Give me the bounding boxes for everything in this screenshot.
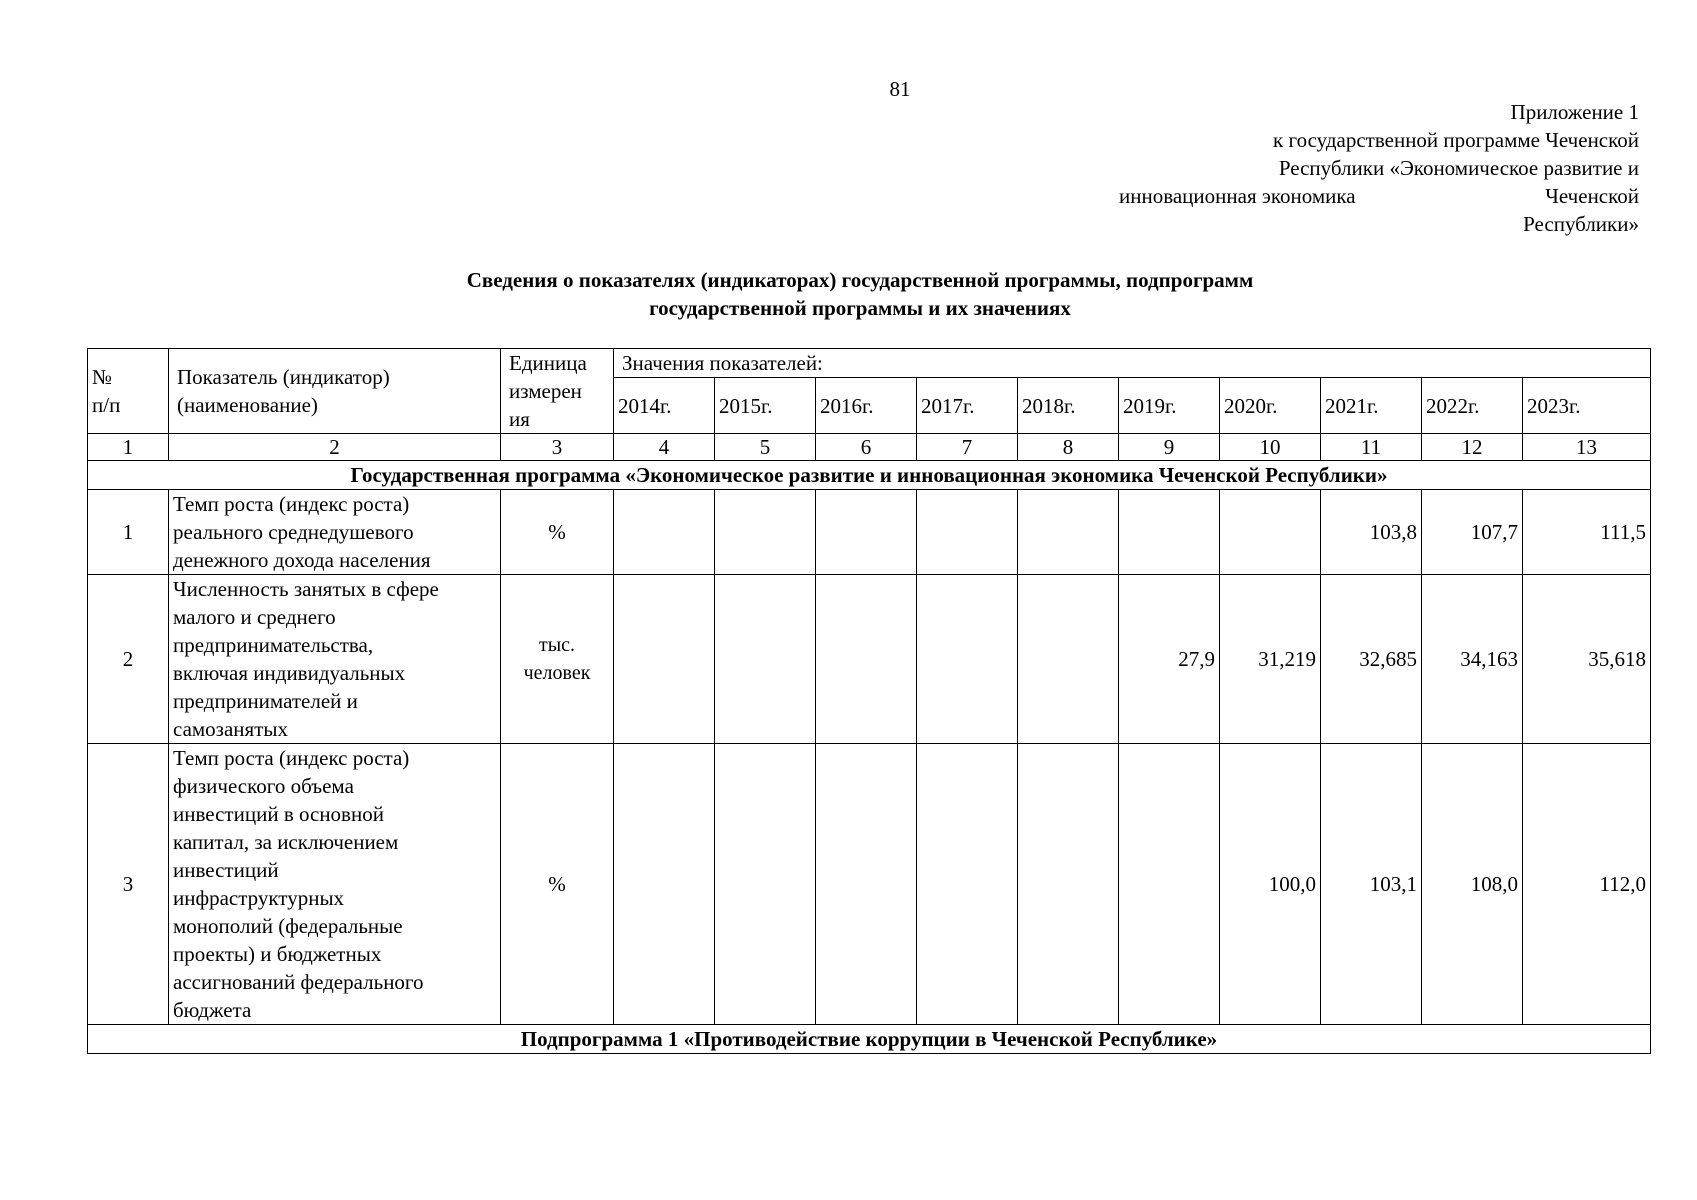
indicator-name-line: малого и среднего bbox=[173, 605, 336, 629]
row-indicator-name bbox=[169, 744, 501, 1025]
header-year-cell: 2019г. bbox=[1119, 378, 1220, 434]
row-number: 3 bbox=[88, 744, 169, 1025]
unit-line: % bbox=[548, 520, 566, 544]
indicator-name-line: монополий (федеральные bbox=[173, 914, 403, 938]
row-value-cell bbox=[1220, 490, 1321, 575]
column-number-cell: 5 bbox=[715, 434, 816, 461]
row-value-cell: 108,0 bbox=[1422, 744, 1523, 1025]
row-value-cell bbox=[614, 490, 715, 575]
program-section-title: Государственная программа «Экономическое развитие и инновационная экономика Чеченской Республики» bbox=[88, 461, 1651, 490]
appendix-line-right: Чеченской bbox=[1545, 184, 1639, 208]
program-section-row bbox=[88, 461, 1651, 490]
table-row bbox=[88, 744, 1651, 1025]
indicator-name-line: денежного дохода населения bbox=[173, 548, 431, 572]
header-no-line: п/п bbox=[92, 393, 121, 417]
header-unit-line: ия bbox=[509, 407, 530, 431]
row-value-cell: 27,9 bbox=[1119, 575, 1220, 744]
row-value-cell: 103,8 bbox=[1321, 490, 1422, 575]
column-number-cell: 4 bbox=[614, 434, 715, 461]
header-row bbox=[88, 349, 1651, 378]
header-no-cell bbox=[88, 349, 169, 434]
header-values-caption: Значения показателей: bbox=[614, 349, 1651, 378]
row-value-cell: 35,618 bbox=[1523, 575, 1651, 744]
unit-line: тыс. bbox=[538, 634, 576, 656]
row-value-cell: 100,0 bbox=[1220, 744, 1321, 1025]
header-no-line: № bbox=[92, 365, 113, 389]
column-number-cell: 8 bbox=[1018, 434, 1119, 461]
indicator-name-line: Темп роста (индекс роста) bbox=[173, 746, 410, 770]
row-value-cell bbox=[614, 744, 715, 1025]
column-number-cell: 3 bbox=[501, 434, 614, 461]
header-unit-line: измерен bbox=[509, 379, 582, 403]
appendix-line-split bbox=[1119, 182, 1639, 210]
indicator-name-line: инфраструктурных bbox=[173, 886, 345, 910]
appendix-line: к государственной программе Чеченской bbox=[1273, 128, 1639, 152]
indicator-name-line: предпринимателей и bbox=[173, 689, 358, 713]
column-number-cell: 9 bbox=[1119, 434, 1220, 461]
table-row bbox=[88, 490, 1651, 575]
header-year-cell: 2021г. bbox=[1321, 378, 1422, 434]
header-name-cell bbox=[169, 349, 501, 434]
column-number-cell: 11 bbox=[1321, 434, 1422, 461]
header-year-cell: 2016г. bbox=[816, 378, 917, 434]
header-year-cell: 2017г. bbox=[917, 378, 1018, 434]
row-value-cell bbox=[816, 744, 917, 1025]
header-year-cell: 2022г. bbox=[1422, 378, 1523, 434]
row-value-cell: 107,7 bbox=[1422, 490, 1523, 575]
column-number-cell: 10 bbox=[1220, 434, 1321, 461]
unit-line: % bbox=[548, 872, 566, 896]
indicator-name-line: инвестиций bbox=[173, 858, 279, 882]
row-value-cell bbox=[715, 490, 816, 575]
header-name-line: Показатель (индикатор) bbox=[177, 365, 390, 389]
row-value-cell bbox=[917, 744, 1018, 1025]
indicator-name-line: самозанятых bbox=[173, 717, 288, 741]
row-value-cell bbox=[1119, 490, 1220, 575]
column-number-cell: 7 bbox=[917, 434, 1018, 461]
row-number: 1 bbox=[88, 490, 169, 575]
row-value-cell: 32,685 bbox=[1321, 575, 1422, 744]
row-value-cell bbox=[614, 575, 715, 744]
appendix-line: Приложение 1 bbox=[1510, 100, 1639, 124]
document-title bbox=[330, 266, 1390, 322]
header-name-line: (наименование) bbox=[177, 393, 318, 417]
indicator-name-line: реального среднедушевого bbox=[173, 520, 414, 544]
indicator-name-line: бюджета bbox=[173, 998, 252, 1022]
header-unit-line: Единица bbox=[509, 351, 587, 375]
indicator-name-line: капитал, за исключением bbox=[173, 830, 399, 854]
column-number-cell: 12 bbox=[1422, 434, 1523, 461]
document-title-line: государственной программы и их значениях bbox=[649, 296, 1071, 320]
row-value-cell bbox=[1018, 575, 1119, 744]
header-year-cell: 2023г. bbox=[1523, 378, 1651, 434]
column-number-cell: 2 bbox=[169, 434, 501, 461]
row-value-cell bbox=[1018, 490, 1119, 575]
indicators-table bbox=[87, 348, 1651, 1054]
indicator-name-line: инвестиций в основной bbox=[173, 802, 384, 826]
subprogram-section-row bbox=[88, 1025, 1651, 1054]
row-value-cell: 112,0 bbox=[1523, 744, 1651, 1025]
column-number-cell: 13 bbox=[1523, 434, 1651, 461]
header-year-cell: 2018г. bbox=[1018, 378, 1119, 434]
header-year-cell: 2014г. bbox=[614, 378, 715, 434]
indicator-name-line: включая индивидуальных bbox=[173, 661, 406, 685]
appendix-line-left: инновационная экономика bbox=[1119, 184, 1356, 208]
column-number-cell: 1 bbox=[88, 434, 169, 461]
appendix-line: Республики» bbox=[1523, 212, 1639, 236]
row-value-cell bbox=[816, 575, 917, 744]
row-value-cell bbox=[715, 575, 816, 744]
row-value-cell bbox=[1119, 744, 1220, 1025]
header-year-cell: 2015г. bbox=[715, 378, 816, 434]
row-value-cell: 34,163 bbox=[1422, 575, 1523, 744]
table-row bbox=[88, 575, 1651, 744]
header-unit-cell bbox=[501, 349, 614, 434]
indicator-name-line: Темп роста (индекс роста) bbox=[173, 492, 410, 516]
document-title-line: Сведения о показателях (индикаторах) государственной программы, подпрограмм bbox=[466, 268, 1254, 292]
indicator-name-line: предпринимательства, bbox=[173, 633, 374, 657]
row-value-cell bbox=[917, 490, 1018, 575]
row-value-cell: 103,1 bbox=[1321, 744, 1422, 1025]
indicator-name-line: Численность занятых в сфере bbox=[173, 577, 439, 601]
subprogram-section-title: Подпрограмма 1 «Противодействие коррупции в Чеченской Республике» bbox=[88, 1025, 1651, 1054]
row-value-cell: 111,5 bbox=[1523, 490, 1651, 575]
column-number-cell: 6 bbox=[816, 434, 917, 461]
row-value-cell bbox=[816, 490, 917, 575]
row-unit bbox=[501, 490, 614, 575]
row-value-cell bbox=[917, 575, 1018, 744]
column-numbers-row bbox=[88, 434, 1651, 461]
row-unit bbox=[501, 744, 614, 1025]
header-year-cell: 2020г. bbox=[1220, 378, 1321, 434]
indicator-name-line: ассигнований федерального bbox=[173, 970, 424, 994]
row-value-cell: 31,219 bbox=[1220, 575, 1321, 744]
appendix-note bbox=[1119, 98, 1639, 238]
appendix-line: Республики «Экономическое развитие и bbox=[1278, 156, 1639, 180]
unit-line: человек bbox=[523, 662, 591, 684]
row-number: 2 bbox=[88, 575, 169, 744]
indicator-name-line: физического объема bbox=[173, 774, 354, 798]
page-number: 81 bbox=[889, 77, 911, 101]
indicator-name-line: проекты) и бюджетных bbox=[173, 942, 382, 966]
row-indicator-name bbox=[169, 490, 501, 575]
row-value-cell bbox=[715, 744, 816, 1025]
row-indicator-name bbox=[169, 575, 501, 744]
row-value-cell bbox=[1018, 744, 1119, 1025]
row-unit bbox=[501, 575, 614, 744]
